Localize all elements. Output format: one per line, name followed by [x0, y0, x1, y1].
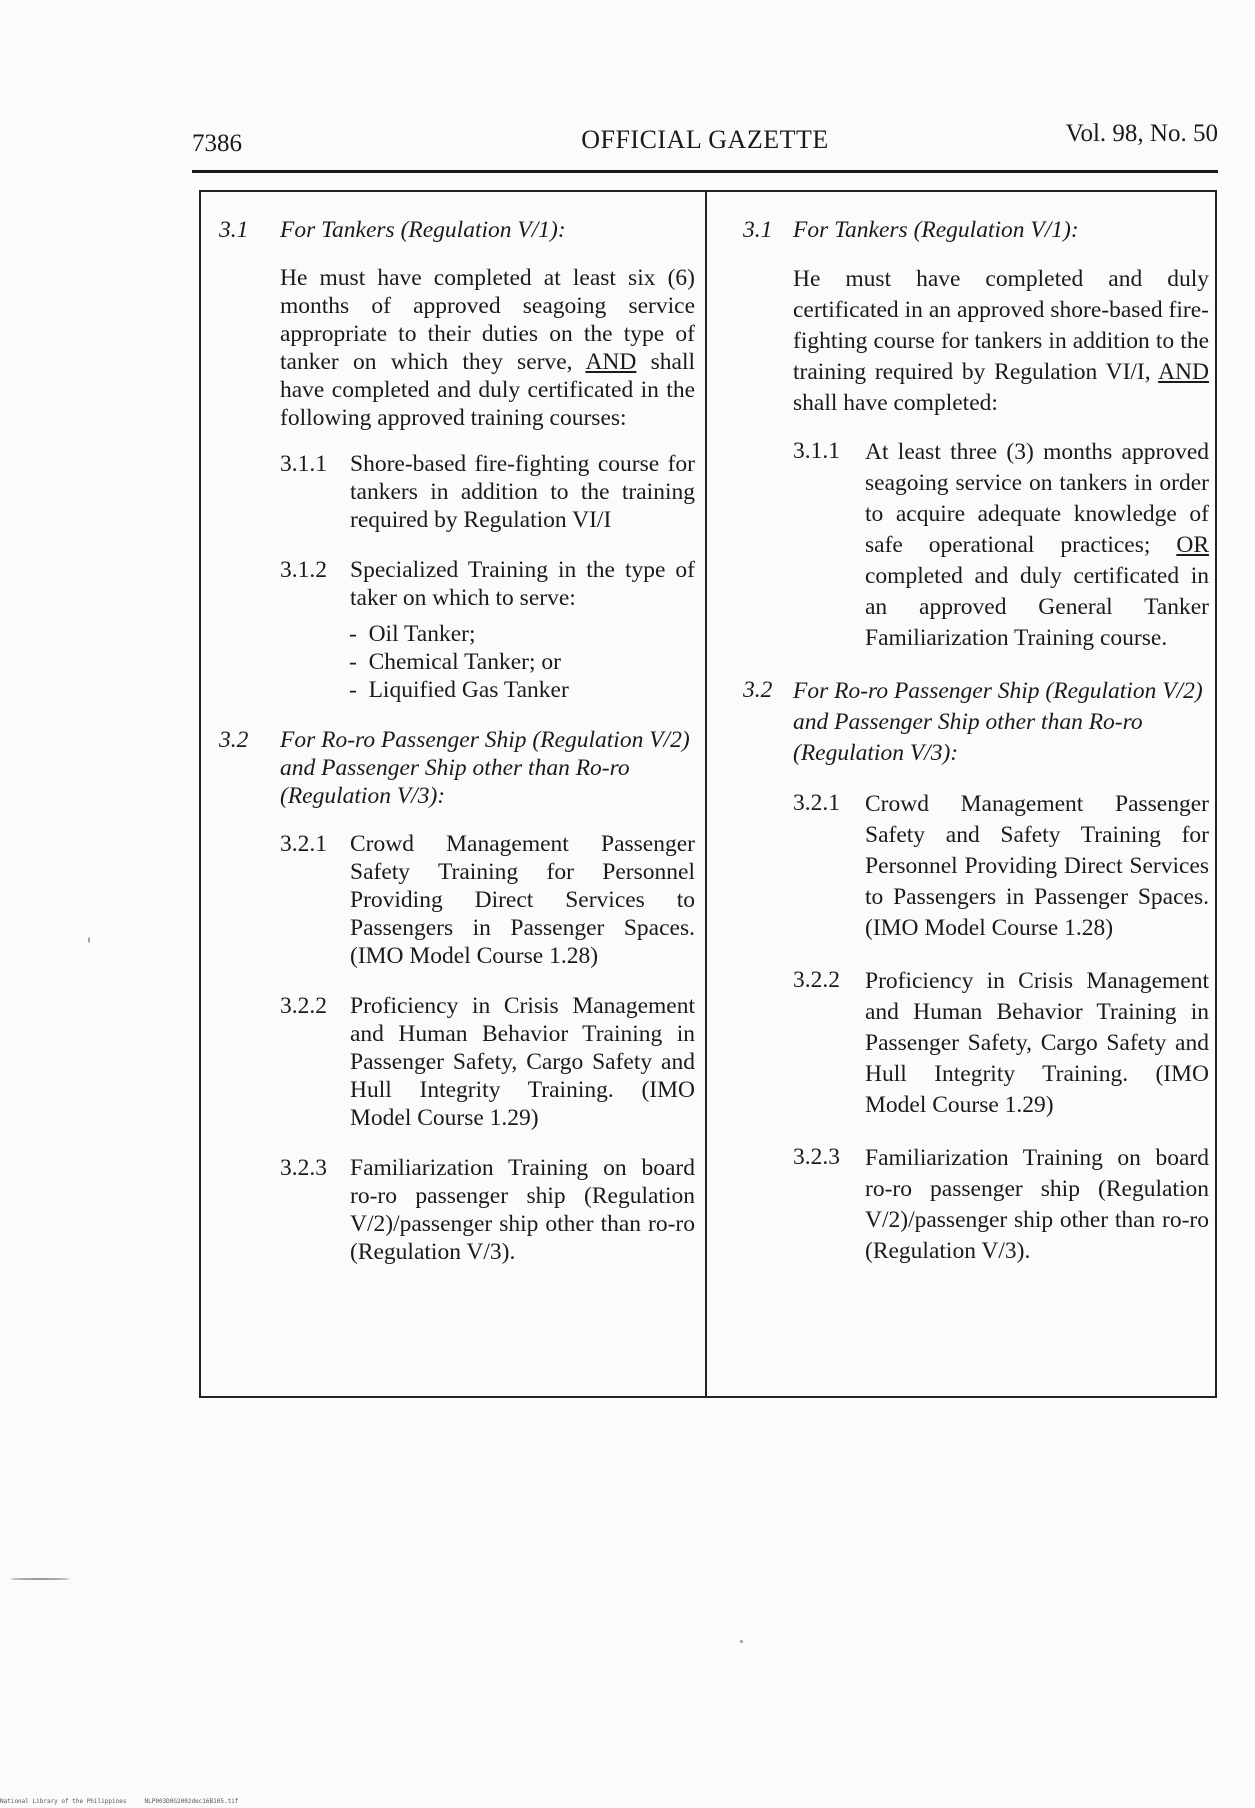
- subsection-number: 3.2.3: [793, 1144, 840, 1170]
- subsection-text: Crowd Management Passenger Safety and Safety Training for Personnel Providing Direct Services to Passengers in Passenger Spaces. (IMO Model Course 1.28): [865, 791, 1209, 941]
- list-item: - Oil Tanker;: [349, 620, 695, 648]
- subsection-number: 3.2.2: [793, 967, 840, 993]
- scan-speck: [88, 937, 90, 943]
- page-header: [192, 120, 1218, 160]
- subsection-3-2-2: [793, 966, 1209, 1121]
- scan-speck: [10, 1578, 70, 1580]
- volume-number: Vol. 98, No. 50: [1065, 120, 1218, 147]
- subsection-3-2-1: [280, 830, 695, 970]
- subsection-number: 3.2.1: [793, 790, 840, 816]
- publication-title: OFFICIAL GAZETTE: [581, 125, 829, 154]
- section-number: 3.2: [219, 727, 249, 753]
- section-title: For Ro-ro Passenger Ship (Regulation V/2) and Passenger Ship other than Ro-ro (Regulation V/3):: [280, 727, 690, 809]
- subsection-3-2-3: [793, 1143, 1209, 1267]
- subsection-text: Familiarization Training on board ro-ro passenger ship (Regulation V/2)/passenger ship other than ro-ro (Regulation V/3).: [865, 1145, 1209, 1264]
- section-title: For Tankers (Regulation V/1):: [280, 217, 566, 243]
- subsection-3-2-3: [280, 1154, 695, 1266]
- header-rule: [192, 170, 1218, 173]
- subsection-number: 3.2.3: [280, 1155, 327, 1181]
- section-paragraph: He must have completed at least six (6) months of approved seagoing service appropriate to their duties on the type of tanker on which they serve, AND shall have completed and duly certificated in the following approved training courses:: [280, 265, 695, 431]
- subsection-number: 3.1.2: [280, 557, 327, 583]
- underlined-and: AND: [585, 349, 637, 375]
- section-number: 3.2: [743, 677, 773, 703]
- subsection-text: Crowd Management Passenger Safety Training for Personnel Providing Direct Services to Passengers in Passenger Spaces. (IMO Model Course 1.28): [350, 831, 695, 969]
- subsection-3-1-1: [793, 437, 1209, 654]
- list-item: - Liquified Gas Tanker: [349, 676, 695, 704]
- subsection-number: 3.1.1: [793, 438, 840, 464]
- section-title: For Tankers (Regulation V/1):: [793, 217, 1079, 243]
- library-credit: National Library of the Philippines: [0, 1798, 127, 1805]
- subsection-number: 3.1.1: [280, 451, 327, 477]
- subsection-3-1-2: [280, 556, 695, 612]
- subsection-text: Familiarization Training on board ro-ro passenger ship (Regulation V/2)/passenger ship other than ro-ro (Regulation V/3).: [350, 1155, 695, 1265]
- scan-footer: [0, 1798, 238, 1805]
- subsection-text: Proficiency in Crisis Management and Human Behavior Training in Passenger Safety, Cargo Safety and Hull Integrity Training. (IMO Model Course 1.29): [865, 968, 1209, 1118]
- subsection-3-2-2: [280, 992, 695, 1132]
- subsection-number: 3.2.1: [280, 831, 327, 857]
- subsection-text: At least three (3) months approved seagoing service on tankers in order to acquire adequate knowledge of safe operational practices; OR completed and duly certificated in an approved General Tanker Familiarization Training course.: [865, 439, 1209, 651]
- subsection-number: 3.2.2: [280, 993, 327, 1019]
- subsection-text: Proficiency in Crisis Management and Human Behavior Training in Passenger Safety, Cargo Safety and Hull Integrity Training. (IMO Model Course 1.29): [350, 993, 695, 1131]
- list-item: - Chemical Tanker; or: [349, 648, 695, 676]
- underlined-and: AND: [1158, 359, 1209, 385]
- scan-speck: [740, 1640, 743, 1643]
- subsection-3-2-1: [793, 789, 1209, 944]
- section-number: 3.1: [219, 217, 249, 243]
- left-column: [199, 190, 705, 1288]
- right-section-3-1: [743, 216, 1209, 654]
- section-title: For Ro-ro Passenger Ship (Regulation V/2) and Passenger Ship other than Ro-ro (Regulation V/3):: [793, 678, 1203, 766]
- left-section-3-1: [219, 216, 695, 704]
- subsection-text: Shore-based fire-fighting course for tankers in addition to the training required by Regulation VI/I: [350, 451, 695, 533]
- underlined-or: OR: [1176, 532, 1209, 558]
- page-number: 7386: [192, 130, 242, 157]
- section-number: 3.1: [743, 217, 773, 243]
- tanker-type-list: [349, 620, 695, 704]
- right-section-3-2: [743, 676, 1209, 1267]
- subsection-3-1-1: [280, 450, 695, 534]
- left-section-3-2: [219, 726, 695, 1266]
- subsection-text: Specialized Training in the type of taker on which to serve:: [350, 557, 695, 611]
- section-paragraph: He must have completed and duly certificated in an approved shore-based fire-fighting course for tankers in addition to the training required by Regulation VI/I, AND shall have completed:: [793, 266, 1209, 416]
- scan-file-name: NLP003D0G2002dec16B105.tif: [144, 1798, 239, 1805]
- right-column: [707, 190, 1217, 1289]
